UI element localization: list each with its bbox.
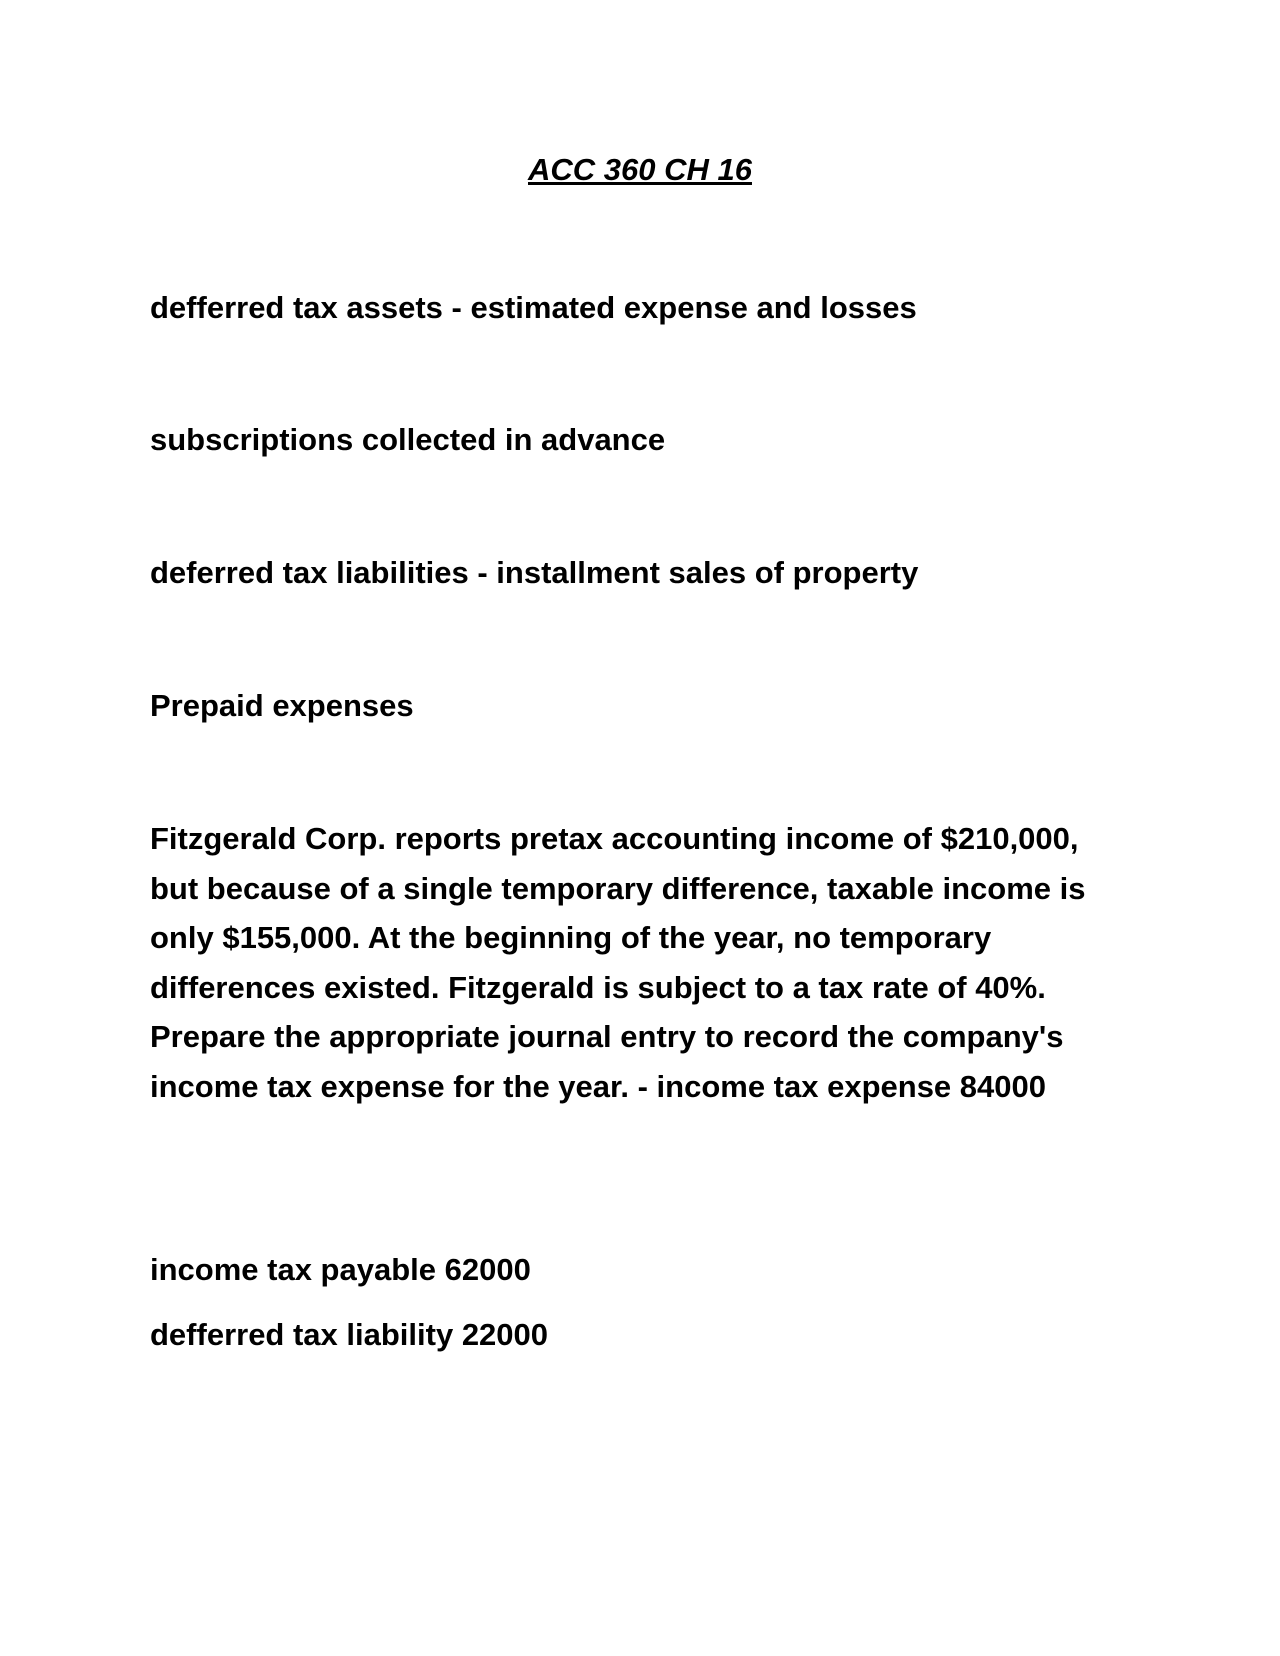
paragraph-deferred-tax-liability: defferred tax liability 22000: [150, 1317, 549, 1352]
paragraph-subscriptions: subscriptions collected in advance: [150, 422, 666, 457]
paragraph-deferred-tax-liabilities: deferred tax liabilities - installment sales of property: [150, 555, 919, 590]
paragraph-prepaid-expenses: Prepaid expenses: [150, 688, 414, 723]
page-title: ACC 360 CH 16: [528, 152, 752, 187]
paragraph-income-tax-payable: income tax payable 62000: [150, 1252, 531, 1287]
paragraph-fitzgerald-problem: Fitzgerald Corp. reports pretax accounting income of $210,000, but because of a single temporary difference, taxable income is only $155,000. At the beginning of the year, no temporary differences existed. Fitzgerald is subject to a tax rate of 40%. Prepare the appropriate journal entry to record the company's income tax expense for the year. - income tax expense 84000: [150, 821, 1086, 1104]
paragraph-deferred-tax-assets: defferred tax assets - estimated expense and losses: [150, 290, 917, 325]
